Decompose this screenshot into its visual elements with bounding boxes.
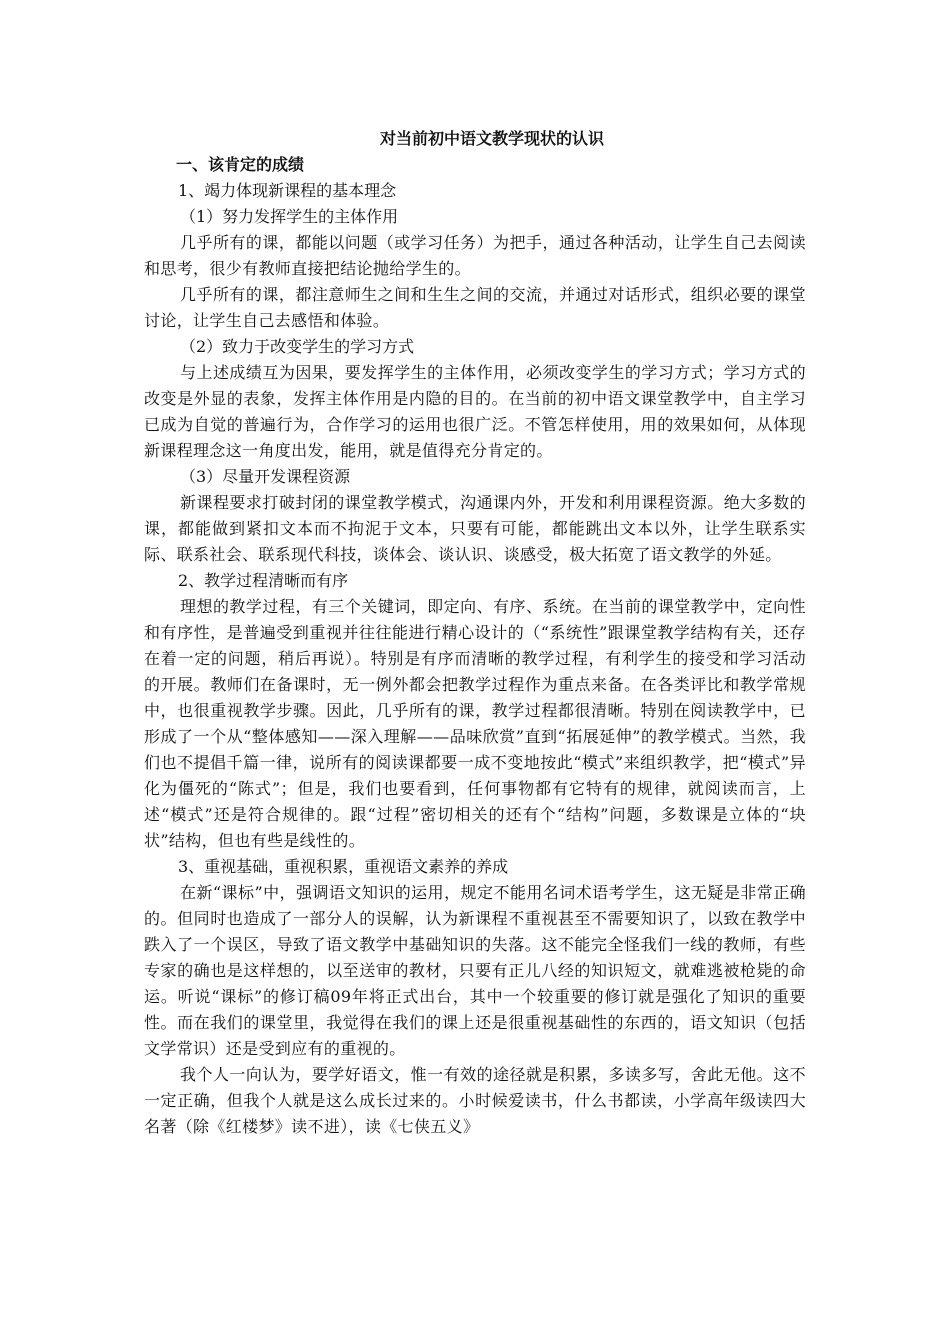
paragraph-6: 在新“课标”中，强调语文知识的运用，规定不能用名词术语考学生，这无疑是非常正确的。但同时也造成了一部分人的误解，认为新课程不重视甚至不需要知识了，以致在教学中跌入了一个误区，导致了语文教学中基础知识的失落。这不能完全怪我们一线的教师，有些专家的确也是这样想的，以至送审的教材，只要有正儿八经的知识短文，就难逃被枪毙的命运。听说“课标”的修订稿09年将正式出台，其中一个较重要的修订就是强化了知识的重要性。而在我们的课堂里，我觉得在我们的课上还是很重视基础性的东西的，语文知识（包括文学常识）还是受到应有的重视的。 <box>144 883 806 1058</box>
paragraph-5: 理想的教学过程，有三个关键词，即定向、有序、系统。在当前的课堂教学中，定向性和有序性，是普遍受到重视并往往能进行精心设计的（“系统性”跟课堂教学结构有关，还存在着一定的问题，稍后再说）。特别是有序而清晰的教学过程，有利学生的接受和学习活动的开展。教师们在备课时，无一例外都会把教学过程作为重点来备。在各类评比和教学常规中，也很重视教学步骤。因此，几乎所有的课，教学过程都很清晰。特别在阅读教学中，已形成了一个从“整体感知——深入理解——品味欣赏”直到“拓展延伸”的教学模式。当然，我们也不提倡千篇一律，说所有的阅读课都要一成不变地按此“模式”来组织教学，把“模式”异化为僵死的“陈式”；但是，我们也要看到，任何事物都有它特有的规律，就阅读而言，上述“模式”还是符合规律的。跟“过程”密切相关的还有个“结构”问题，多数课是立体的“块状”结构，但也有些是线性的。 <box>144 597 806 850</box>
paragraph-4: 新课程要求打破封闭的课堂教学模式，沟通课内外，开发和利用课程资源。绝大多数的课，都能做到紧扣文本而不拘泥于文本，只要有可能，都能跳出文本以外，让学生联系实际、联系社会、联系现代科技，谈体会、谈认识、谈感受，极大拓宽了语文教学的外延。 <box>144 493 806 564</box>
paragraph-1: 几乎所有的课，都能以问题（或学习任务）为把手，通过各种活动，让学生自己去阅读和思考，很少有教师直接把结论抛给学生的。 <box>144 233 806 278</box>
subsection-heading-3: 3、重视基础，重视积累，重视语文素养的养成 <box>178 857 509 876</box>
document-body <box>144 126 806 1140</box>
document-title: 对当前初中语文教学现状的认识 <box>379 129 604 148</box>
subsection-heading-2: 2、教学过程清晰而有序 <box>178 571 349 590</box>
subsection-heading-1-2: （2）致力于改变学生的学习方式 <box>180 337 415 356</box>
paragraph-2: 几乎所有的课，都注意师生之间和生生之间的交流，并通过对话形式，组织必要的课堂讨论，让学生自己去感悟和体验。 <box>144 285 806 330</box>
paragraph-3: 与上述成绩互为因果，要发挥学生的主体作用，必须改变学生的学习方式；学习方式的改变是外显的表象，发挥主体作用是内隐的目的。在当前的初中语文课堂教学中，自主学习已成为自觉的普遍行为，合作学习的运用也很广泛。不管怎样使用，用的效果如何，从体现新课程理念这一角度出发，能用，就是值得充分肯定的。 <box>144 363 806 460</box>
subsection-heading-1-1: （1）努力发挥学生的主体作用 <box>180 207 399 226</box>
paragraph-7: 我个人一向认为，要学好语文，惟一有效的途径就是积累，多读多写，舍此无他。这不一定正确，但我个人就是这么成长过来的。小时候爱读书，什么书都读，小学高年级读四大名著（除《红楼梦》读不进），读《七侠五义》 <box>144 1065 806 1136</box>
subsection-heading-1: 1、竭力体现新课程的基本理念 <box>178 181 397 200</box>
subsection-heading-1-3: （3）尽量开发课程资源 <box>180 467 351 486</box>
section-heading-achievements: 一、该肯定的成绩 <box>176 155 305 174</box>
